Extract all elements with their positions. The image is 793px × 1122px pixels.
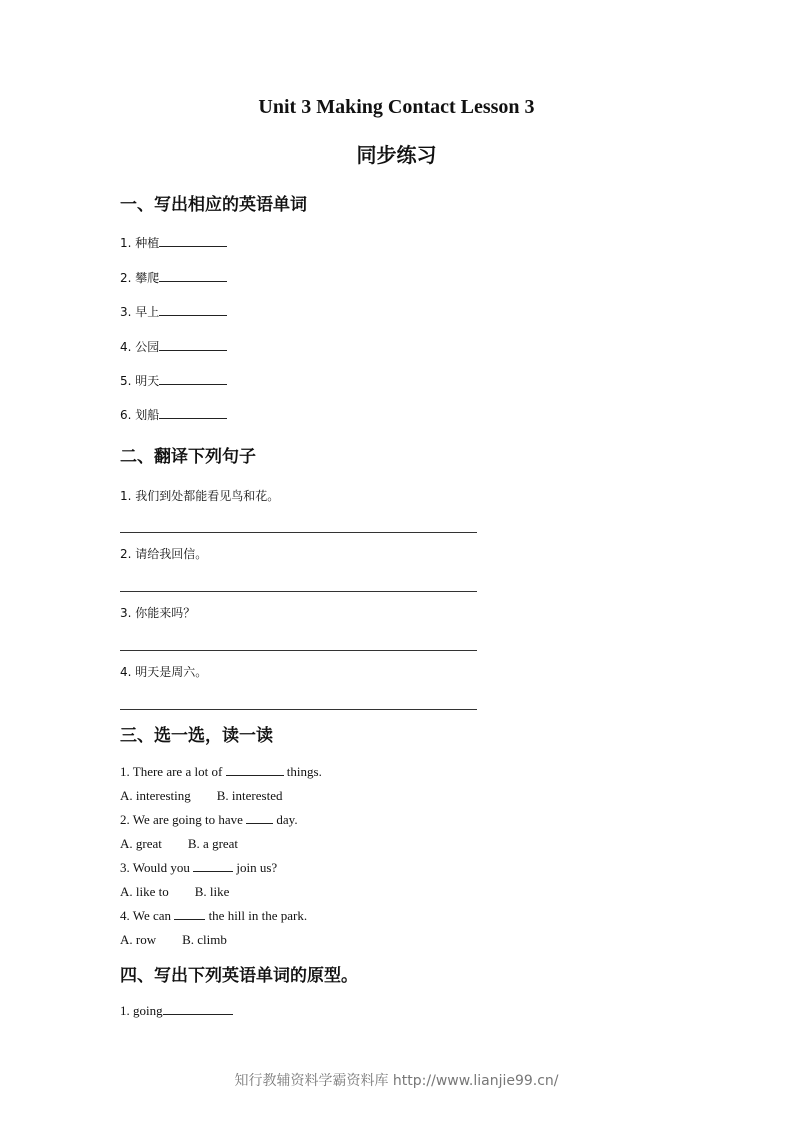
answer-blank[interactable] bbox=[174, 908, 205, 920]
answer-blank[interactable] bbox=[159, 303, 227, 316]
answer-blank[interactable] bbox=[159, 372, 227, 385]
section2-item: 2. 请给我回信。 bbox=[120, 547, 208, 561]
option-b[interactable]: B. climb bbox=[182, 932, 227, 947]
section3-heading: 三、选一选，读一读 bbox=[120, 726, 273, 746]
answer-line[interactable] bbox=[120, 591, 477, 592]
question: 4. We can the hill in the park. bbox=[120, 908, 308, 923]
page-title: Unit 3 Making Contact Lesson 3 bbox=[258, 96, 535, 118]
answer-line[interactable] bbox=[120, 532, 477, 533]
option-a[interactable]: A. interesting bbox=[120, 788, 191, 803]
answer-blank[interactable] bbox=[159, 234, 227, 247]
options bbox=[120, 884, 229, 900]
option-a[interactable]: A. great bbox=[120, 836, 162, 851]
options bbox=[120, 932, 227, 948]
section2-item: 1. 我们到处都能看见鸟和花。 bbox=[120, 489, 280, 503]
section2-item: 3. 你能来吗？ bbox=[120, 606, 196, 620]
section1-item: 4. 公园 bbox=[120, 338, 227, 355]
question: 1. There are a lot of things. bbox=[120, 764, 322, 779]
answer-blank[interactable] bbox=[193, 860, 233, 872]
section1-item: 3. 早上 bbox=[120, 303, 227, 320]
options bbox=[120, 836, 238, 852]
page-subtitle: 同步练习 bbox=[356, 143, 437, 167]
question: 3. Would you join us? bbox=[120, 860, 278, 875]
answer-blank[interactable] bbox=[159, 406, 227, 419]
section2-item: 4. 明天是周六。 bbox=[120, 665, 208, 679]
option-a[interactable]: A. like to bbox=[120, 884, 169, 899]
answer-blank[interactable] bbox=[163, 1003, 233, 1015]
option-a[interactable]: A. row bbox=[120, 932, 157, 947]
section1-item: 2. 攀爬 bbox=[120, 269, 227, 286]
answer-line[interactable] bbox=[120, 709, 477, 710]
option-b[interactable]: B. interested bbox=[216, 788, 283, 803]
option-b[interactable]: B. like bbox=[194, 884, 230, 899]
section1-item: 6. 划船 bbox=[120, 406, 227, 423]
answer-blank[interactable] bbox=[246, 812, 273, 824]
section4-heading: 四、写出下列英语单词的原型。 bbox=[120, 966, 358, 986]
answer-blank[interactable] bbox=[226, 764, 284, 776]
answer-line[interactable] bbox=[120, 650, 477, 651]
answer-blank[interactable] bbox=[159, 269, 227, 282]
answer-blank[interactable] bbox=[159, 338, 227, 351]
options bbox=[120, 788, 282, 804]
footer-watermark: 知行教辅资料学霸资料库 http://www.lianjie99.cn/ bbox=[234, 1073, 559, 1089]
section4-item: 1. going bbox=[120, 1003, 233, 1019]
section1-item: 5. 明天 bbox=[120, 372, 227, 389]
question: 2. We are going to have day. bbox=[120, 812, 298, 827]
section1-heading: 一、写出相应的英语单词 bbox=[120, 195, 307, 215]
section2-heading: 二、翻译下列句子 bbox=[120, 447, 256, 467]
option-b[interactable]: B. a great bbox=[187, 836, 239, 851]
section1-item: 1. 种植 bbox=[120, 234, 227, 251]
